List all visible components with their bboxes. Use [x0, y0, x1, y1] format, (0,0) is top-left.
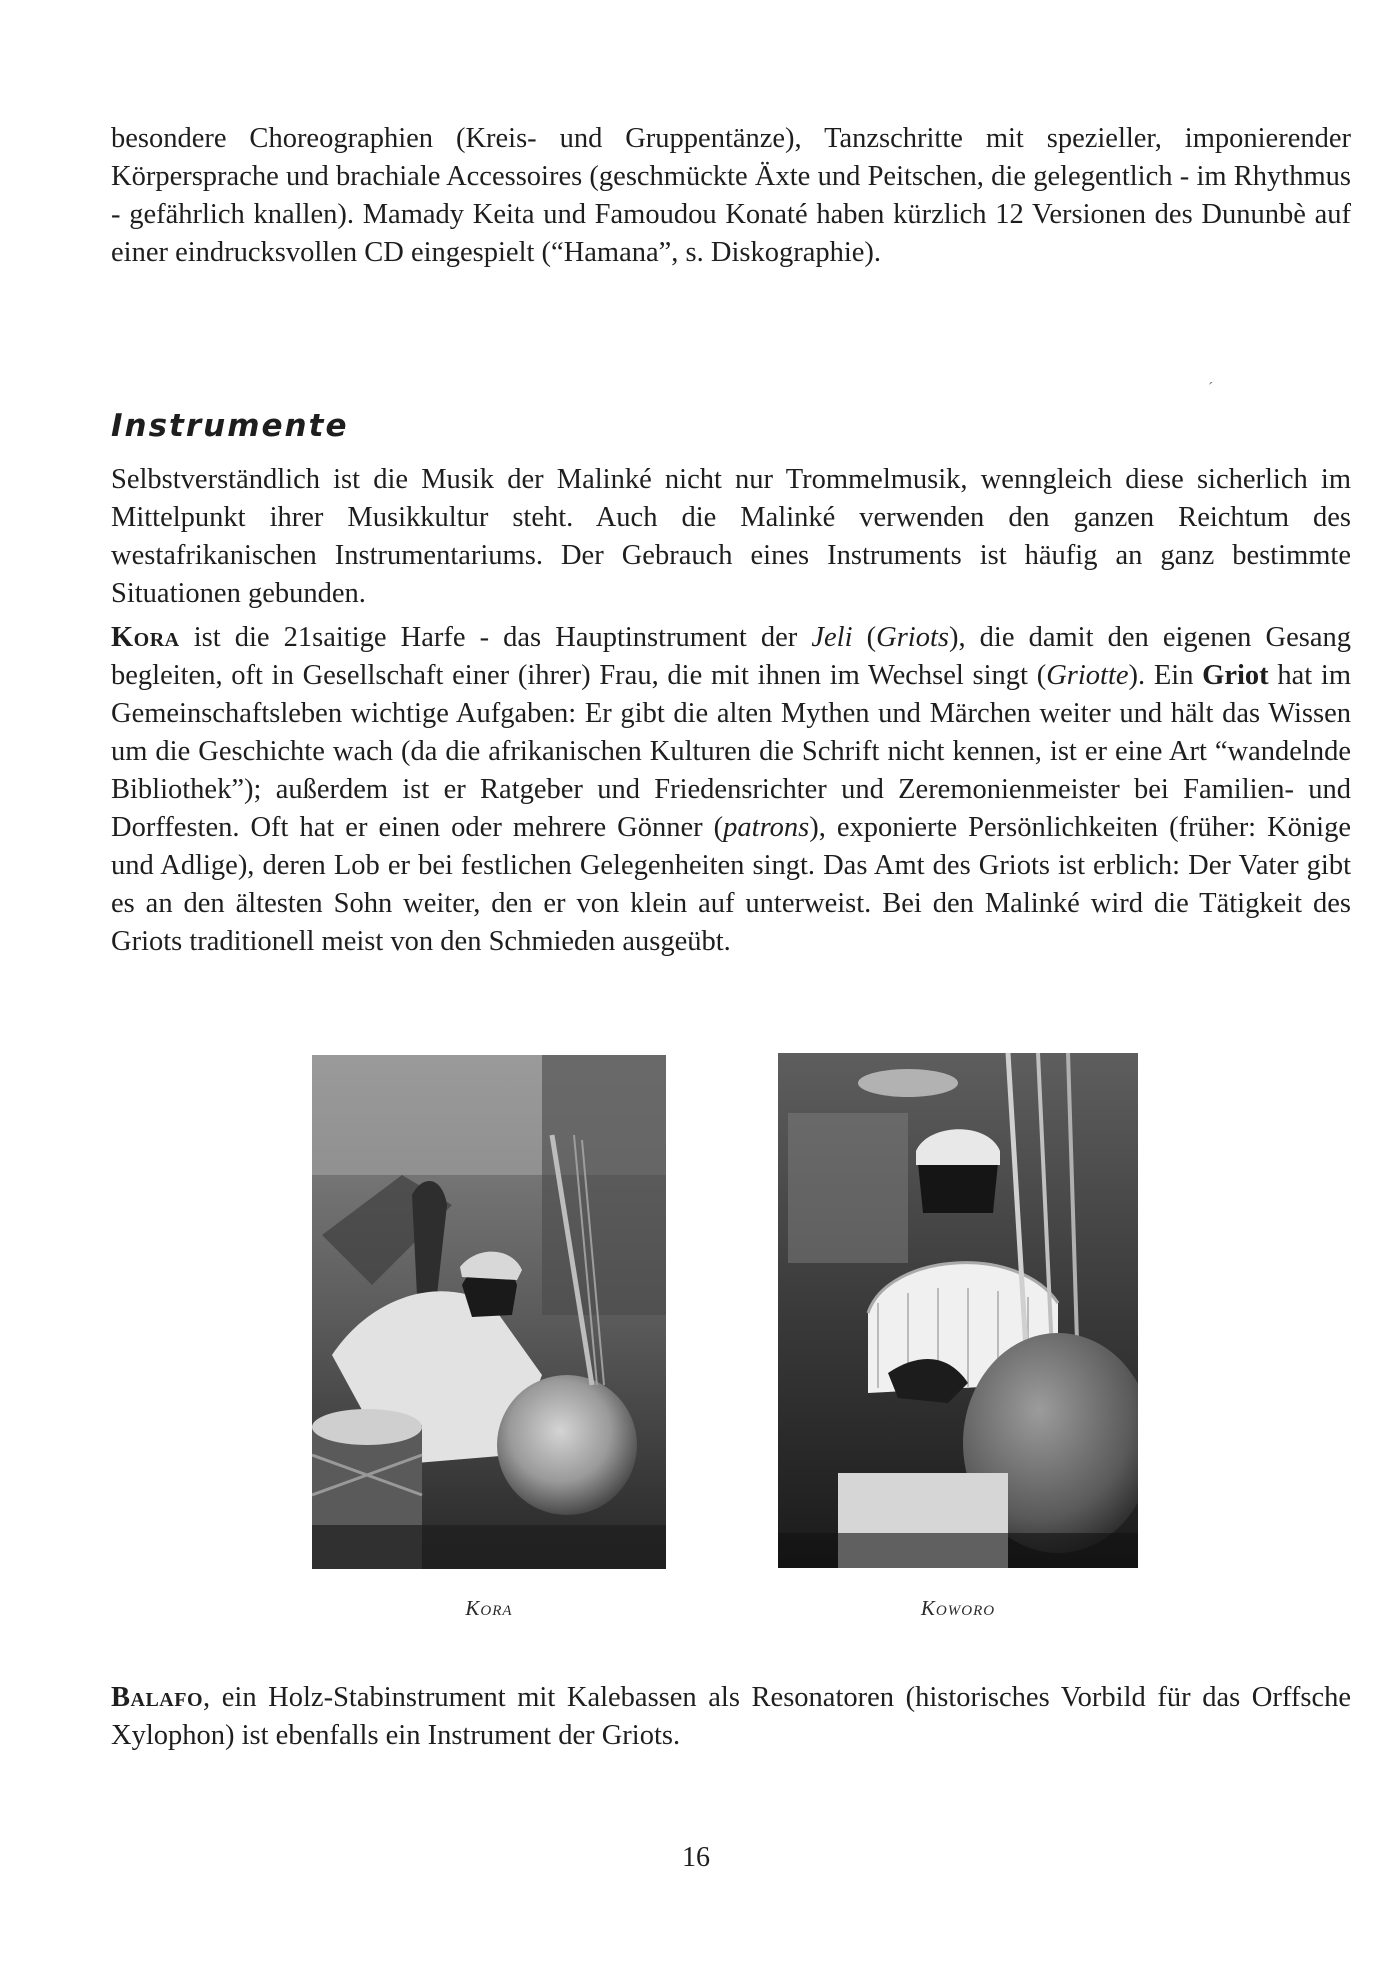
kora-text-4: ). Ein: [1128, 660, 1203, 691]
balafo-text-block: [111, 1679, 1351, 1755]
instruments-intro-paragraph: Selbstverständlich ist die Musik der Malinké nicht nur Trommelmusik, wenngleich diese sicherlich im Mittelpunkt ihrer Musikkultur steht. Auch die Malinké verwenden den ganzen Reichtum des westafrikanischen Instrumentariums. Der Gebrauch eines Instruments ist häufig an ganz bestimmte Situationen gebunden.: [111, 464, 1351, 609]
balafo-paragraph: [111, 1679, 1351, 1755]
griot-bold-term: Griot: [1202, 660, 1269, 691]
scan-mark: ´: [1208, 380, 1214, 397]
kora-paragraph: [111, 619, 1351, 961]
koworo-caption: Koworo: [920, 1596, 996, 1620]
intro-text-block: [111, 120, 1351, 272]
griotte-term: Griotte: [1046, 660, 1129, 691]
jeli-term: Jeli: [811, 622, 853, 653]
kora-text-3: ), die damit den eigenen Gesang begleiten, oft in Gesellschaft einer (ihrer) Frau, die mit ihnen im Wechsel singt (: [111, 622, 1351, 691]
balafo-term: Balafo: [111, 1682, 204, 1713]
patrons-term: patrons: [723, 812, 810, 843]
intro-paragraph: besondere Choreographien (Kreis- und Gruppentänze), Tanzschritte mit spezieller, imponierender Körpersprache und brachiale Accessoires (geschmückte Äxte und Peitschen, die gelegentlich - im Rhythmus - gefährlich knallen). Mamady Keita und Famoudou Konaté haben kürzlich 12 Versionen des Dununbè auf einer eindrucksvollen CD eingespielt (“Hamana”, s. Diskographie).: [111, 123, 1351, 268]
section-heading: Instrumente: [111, 408, 349, 444]
kora-text-1: ist die 21saitige Harfe - das Hauptinstrument der: [179, 622, 812, 653]
instruments-text-block: [111, 461, 1351, 961]
griots-term: Griots: [876, 622, 949, 653]
kora-text-6: ), exponierte Persönlichkeiten (früher: Könige und Adlige), deren Lob er bei festlichen Gelegenheiten singt. Das Amt des Griots ist erblich: Der Vater gibt es an den ältesten Sohn weiter, den er von klein auf unterweist. Bei den Malinké wird die Tätigkeit des Griots traditionell meist von den Schmieden ausgeübt.: [111, 812, 1352, 957]
kora-term: Kora: [111, 622, 180, 653]
balafo-text: , ein Holz-Stabinstrument mit Kalebassen als Resonatoren (historisches Vorbild für das Orffsche Xylophon) ist ebenfalls ein Instrument der Griots.: [111, 1682, 1351, 1751]
kora-photo: [312, 1055, 666, 1569]
page-number: 16: [682, 1842, 710, 1873]
kora-text-2: (: [852, 622, 877, 653]
koworo-photo: [778, 1053, 1138, 1568]
kora-caption: Kora: [465, 1596, 513, 1620]
kora-text-5: hat im Gemeinschaftsleben wichtige Aufgaben: Er gibt die alten Mythen und Märchen weiter und hält das Wissen um die Geschichte wach (da die afrikanischen Kulturen die Schrift nicht kennen, ist er eine Art “wandelnde Bibliothek”); außerdem ist er Ratgeber und Friedensrichter und Zeremonienmeister bei Familien- und Dorffesten. Oft hat er einen oder mehrere Gönner (: [111, 660, 1352, 843]
